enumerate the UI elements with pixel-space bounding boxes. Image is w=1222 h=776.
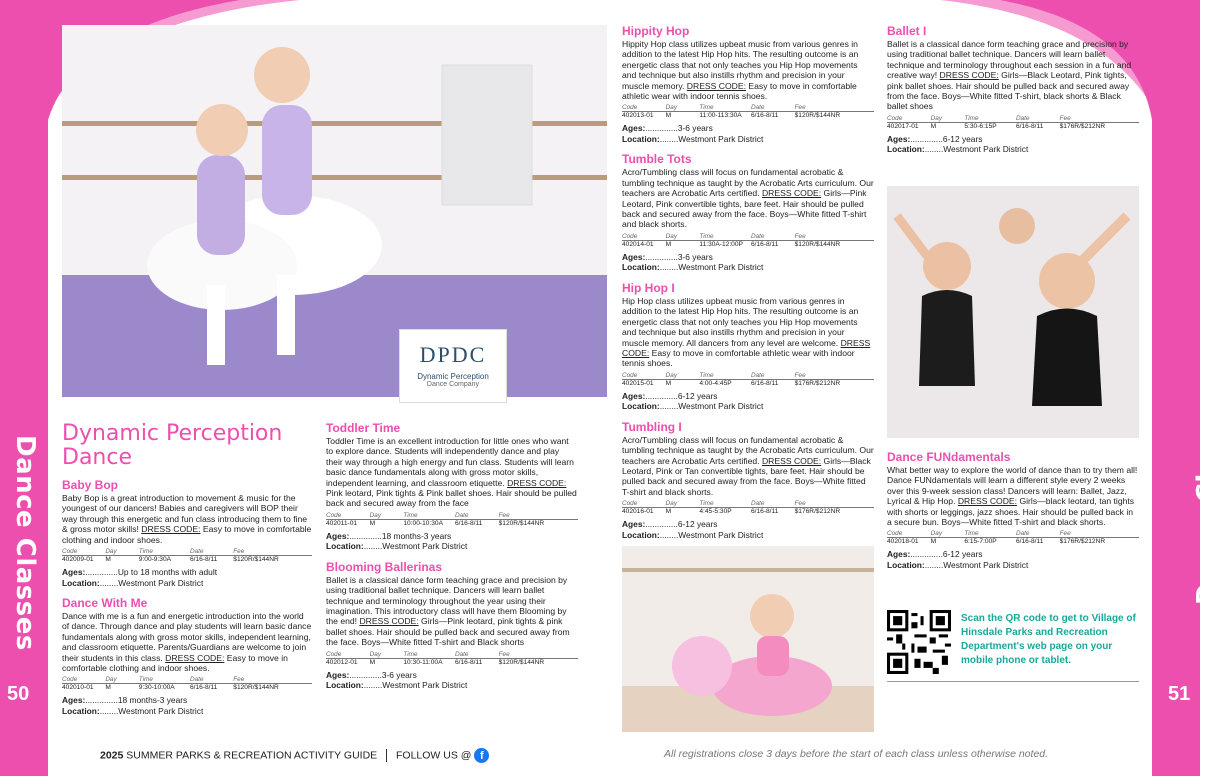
schedule-table: Code Day Time Date Fee 402013-01 M 11:00-113:30A 6/16-8/11 $120R/$144NR xyxy=(622,104,874,119)
class-title: Blooming Ballerinas xyxy=(326,559,443,574)
class-meta: Ages:..............6-12 years Location:........Westmont Park District xyxy=(622,519,764,540)
class-description: Hippity Hop class utilizes upbeat music from various genres in addition to the latest Hip Hop hits. The resulting outcome is an energetic class that not only teaches you Hip Hop movements and technique but also instills rhythm and precision in your muscle memory. DRESS CODE: Easy to move in comfortable athletic wear with indoor tennis shoes. xyxy=(622,39,859,102)
schedule-table: Code Day Time Date Fee 402017-01 M 5:30-6:15P 6/16-8/11 $176R/$212NR xyxy=(887,115,1139,130)
class-description: What better way to explore the world of dance than to try them all! Dance FUNdamentals will learn a different style every 2 weeks over this 9-week session class! Dancers will learn: Ballet, Jazz, Lyrical & Hip Hop. DRESS CODE: Girls—black leotard, tan tights with shorts or leggings, jazz shoes. Hair should be pulled back in a secure bun. Boys—White fitted T-shirt and black shorts. xyxy=(887,465,1138,528)
class-dance-fundamentals xyxy=(887,450,1139,570)
dpdc-logo xyxy=(399,329,507,403)
footer-note: All registrations close 3 days before the start of each class unless otherwise noted. xyxy=(664,748,1049,760)
intro-title-line1: Dynamic Perception xyxy=(62,421,283,446)
class-tumbling-1 xyxy=(622,420,874,540)
class-hip-hop-1 xyxy=(622,281,874,412)
class-description: Dance with me is a fun and energetic introduction into the world of dance. Through dance and play students will learn basic dance fundamentals along with gross motor skills, independent learning, and classroom etiquette. Parents/Guardians are welcome to join their students in this class. DRESS CODE: Easy to move in comfortable clothing and indoor shoes. xyxy=(62,611,312,674)
class-title: Hip Hop I xyxy=(622,280,675,295)
facebook-icon[interactable]: f xyxy=(474,748,489,763)
schedule-table: Code Day Time Date Fee 402016-01 M 4:45-5:30P 6/16-8/11 $176R/$212NR xyxy=(622,500,874,515)
class-title: Tumbling I xyxy=(622,419,682,434)
footer-follow: FOLLOW US @ xyxy=(396,749,472,762)
class-description: Acro/Tumbling class will focus on fundamental acrobatic & tumbling technique as taught by the Acrobatic Arts curriculum. Our teachers are Acrobatic Arts certified. DRESS CODE: Girls—Pink Leotard, Pink convertible tights, bare feet. Hair should be pulled back and secured away from the face. Boys—White fitted T-shirt and black shorts. xyxy=(622,167,874,230)
class-meta: Ages:..............18 months-3 years Location:........Westmont Park District xyxy=(326,530,468,552)
class-meta: Ages:..............6-12 years Location:........Westmont Park District xyxy=(887,133,1029,155)
qr-code-icon[interactable] xyxy=(887,610,951,674)
footer-left xyxy=(100,748,489,763)
schedule-table: Code Day Time Date Fee 402018-01 M 6:15-7:00P 6/16-8/11 $176R/$212NR xyxy=(887,530,1139,545)
class-title: Hippity Hop xyxy=(622,24,690,38)
class-description: Toddler Time is an excellent introduction for little ones who want to explore dance. Students will independently dance and play their way through a high energy and fun class. Students will learn basic dance fundamentals along with gross motor skills, independent learning, and classroom etiquette. DRESS CODE: Pink leotard, Pink tights & Pink ballet shoes. Hair should be pulled back and secured away from the face xyxy=(326,436,577,509)
right-side-title: Dance Classes xyxy=(1192,389,1222,605)
left-side-title: Dance Classes xyxy=(10,435,40,651)
schedule-table: Code Day Time Date Fee 402011-01 M 10:00-10:30A 6/16-8/11 $120R/$144NR xyxy=(326,512,578,527)
class-hippity-hop xyxy=(622,24,874,144)
class-baby-bop xyxy=(62,478,312,588)
column-3 xyxy=(622,24,874,548)
qr-text: Scan the QR code to get to Village of Hinsdale Parks and Recreation Department's web page on your mobile phone or tablet. xyxy=(961,613,1136,666)
footer-year: 2025 xyxy=(100,749,124,762)
column-4-bottom xyxy=(887,450,1139,578)
class-description: Hip Hop class utilizes upbeat music from various genres in addition to the latest Hip Hop hits. The resulting outcome is an energetic class that not only teaches you Hip Hop movements and technique but also instills rhythm and precision in your muscle memory. All dancers from any level are welcome. DRESS CODE: Easy to move in comfortable athletic wear with indoor tennis shoes. xyxy=(622,295,871,369)
class-meta: Ages:..............18 months-3 years Location:........Westmont Park District xyxy=(62,695,204,716)
schedule-table: Code Day Time Date Fee 402010-01 M 9:30-10:00A 6/16-8/11 $120R/$144NR xyxy=(62,676,312,691)
class-meta: Ages:..............Up to 18 months with adult Location:........Westmont Park District xyxy=(62,567,218,588)
page-number-left: 50 xyxy=(7,683,30,705)
class-description: Ballet is a classical dance form teaching grace and precision by using traditional ballet technique. Dancers will learn ballet technique and terminology throughout each session in a fun and creative way! DRESS CODE: Girls—Black Leotard, Pink tights, pink ballet shoes. Hair should be pulled back and secured away from the face. Boys—White fitted T-shirt, black shorts & Black ballet shoes xyxy=(887,39,1132,112)
class-title: Baby Bop xyxy=(62,478,119,492)
toddler-ballerina-photo xyxy=(622,546,874,732)
schedule-table: Code Day Time Date Fee 402014-01 M 11:30A-12:00P 6/16-8/11 $120R/$144NR xyxy=(622,233,874,248)
class-meta: Ages:..............3-6 years Location:........Westmont Park District xyxy=(326,669,468,691)
class-meta: Ages:..............6-12 years Location:........Westmont Park District xyxy=(622,390,764,412)
dancers-photo xyxy=(887,186,1139,438)
class-tumble-tots xyxy=(622,152,874,272)
logo-line2: Dance Company xyxy=(426,381,480,388)
intro-title-line2: Dance xyxy=(62,445,132,470)
schedule-table: Code Day Time Date Fee 402012-01 M 10:30-11:00A 6/16-8/11 $120R/$144NR xyxy=(326,651,578,666)
ballet-girls-photo xyxy=(62,25,607,397)
class-title: Toddler Time xyxy=(326,421,401,435)
class-title: Tumble Tots xyxy=(622,152,692,167)
logo-mark: DPDC xyxy=(419,342,487,367)
class-toddler-time xyxy=(326,421,578,552)
class-title: Dance With Me xyxy=(62,596,148,611)
qr-section xyxy=(887,604,1139,682)
column-1 xyxy=(62,478,312,724)
class-meta: Ages:..............3-6 years Location:........Westmont Park District xyxy=(622,251,764,273)
class-dance-with-me xyxy=(62,596,312,716)
footer-guide: SUMMER PARKS & RECREATION ACTIVITY GUIDE xyxy=(123,749,378,762)
class-description: Ballet is a classical dance form teaching grace and precision by using traditional ballet technique. Dancers will learn ballet technique and terminology throughout the year using their imagination. This introductory class will have them Blooming by the end! DRESS CODE: Girls—Pink leotard, pink tights & pink ballet shoes. Hair should be pulled back and secured away from the face. Boys—White fitted T-shirt and Black shorts xyxy=(326,574,570,648)
footer-divider xyxy=(386,749,387,762)
class-title: Ballet I xyxy=(887,24,927,38)
schedule-table: Code Day Time Date Fee 402015-01 M 4:00-4:45P 6/16-8/11 $176R/$212NR xyxy=(622,372,874,387)
class-meta: Ages:..............3-6 years Location:........Westmont Park District xyxy=(622,123,764,144)
class-blooming-ballerinas xyxy=(326,560,578,691)
page-number-right: 51 xyxy=(1168,683,1191,705)
intro-title xyxy=(62,422,282,470)
class-description: Baby Bop is a great introduction to movement & music for the youngest of our dancers! Babies and caregivers will BOP their way through this energetic and fun class introducing them to fine & gross motor skills! DRESS CODE: Easy to move in comfortable clothing and indoor shoes. xyxy=(62,493,312,545)
class-title: Dance FUNdamentals xyxy=(887,450,1011,464)
class-ballet-1 xyxy=(887,24,1139,155)
class-meta: Ages:..............6-12 years Location:........Westmont Park District xyxy=(887,549,1029,570)
schedule-table: Code Day Time Date Fee 402009-01 M 9:00-9:30A 6/16-8/11 $120R/$144NR xyxy=(62,548,312,563)
class-description: Acro/Tumbling class will focus on fundamental acrobatic & tumbling technique as taught by the Acrobatic Arts curriculum. Our teachers are Acrobatic Arts certified. DRESS CODE: Girls—Black Leotard, Pink or Tan convertible tights, bare feet. Hair should be pulled back and secured away from the face. Boys—White fitted T-shirt and black shorts. xyxy=(622,434,874,497)
column-4 xyxy=(887,24,1139,163)
column-2 xyxy=(326,421,578,699)
logo-line1: Dynamic Perception xyxy=(417,372,489,381)
